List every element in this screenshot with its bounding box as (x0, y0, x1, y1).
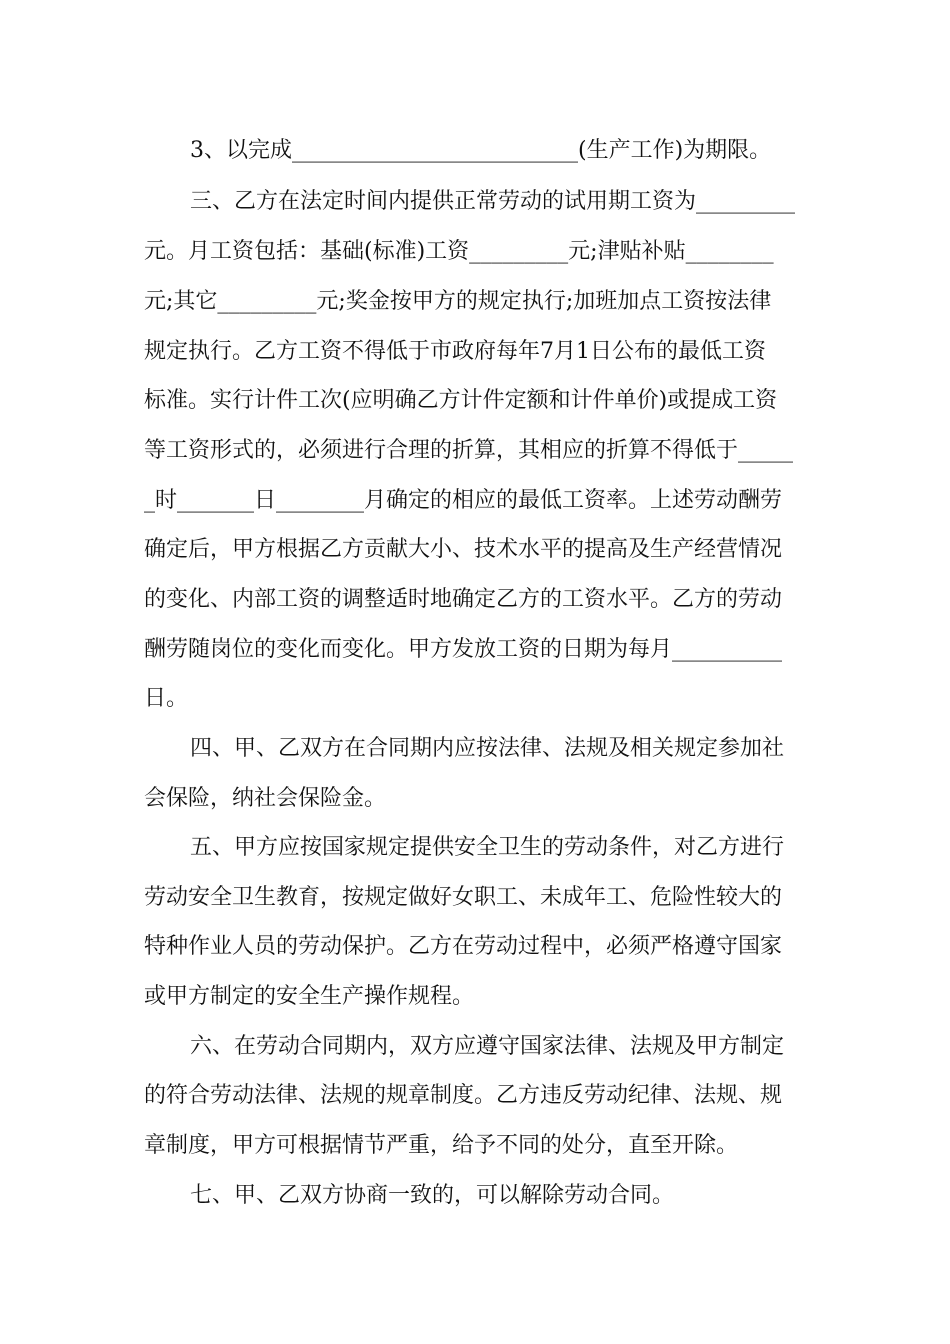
clause-san-line-8: 确定后，甲方根据乙方贡献大小、技术水平的提高及生产经营情况 (144, 537, 783, 562)
clause-qi-line-1: 七、甲、乙双方协商一致的，可以解除劳动合同。 (190, 1183, 675, 1208)
clause-san-line-10: 酬劳随岗位的变化而变化。甲方发放工资的日期为每月__________ (144, 637, 783, 662)
clause-wu-line-3: 特种作业人员的劳动保护。乙方在劳动过程中，必须严格遵守国家 (144, 934, 783, 959)
clause-wu-line-1: 五、甲方应按国家规定提供安全卫生的劳动条件，对乙方进行 (190, 835, 785, 860)
clause-san-line-7: _时_______日________月确定的相应的最低工资率。上述劳动酬劳 (144, 488, 783, 513)
clause-liu-line-3: 章制度，甲方可根据情节严重，给予不同的处分，直至开除。 (144, 1133, 739, 1158)
clause-san-line-5: 标准。实行计件工次(应明确乙方计件定额和计件单价)或提成工资 (144, 388, 778, 413)
clause-liu-line-2: 的符合劳动法律、法规的规章制度。乙方违反劳动纪律、法规、规 (144, 1083, 783, 1108)
clause-si-line-2: 会保险，纳社会保险金。 (144, 786, 387, 811)
clause-san-line-3: 元;其它_________元;奖金按甲方的规定执行;加班加点工资按法律 (144, 289, 772, 314)
clause-san-line-4: 规定执行。乙方工资不得低于市政府每年7月1日公布的最低工资 (144, 339, 766, 364)
clause-san-line-11: 日。 (144, 686, 189, 711)
clause-san-line-6: 等工资形式的，必须进行合理的折算，其相应的折算不得低于_____ (144, 438, 794, 463)
clause-liu-line-1: 六、在劳动合同期内，双方应遵守国家法律、法规及甲方制定 (190, 1034, 785, 1059)
clause-san-line-2: 元。月工资包括：基础(标准)工资_________元;津贴补贴________ (144, 239, 774, 264)
clause-3-line: 3、以完成__________________________(生产工作)为期限。 (190, 138, 772, 163)
clause-san-line-1: 三、乙方在法定时间内提供正常劳动的试用期工资为_________ (190, 189, 796, 214)
clause-san-line-9: 的变化、内部工资的调整适时地确定乙方的工资水平。乙方的劳动 (144, 587, 783, 612)
clause-wu-line-2: 劳动安全卫生教育，按规定做好女职工、未成年工、危险性较大的 (144, 885, 783, 910)
clause-wu-line-4: 或甲方制定的安全生产操作规程。 (144, 984, 475, 1009)
clause-si-line-1: 四、甲、乙双方在合同期内应按法律、法规及相关规定参加社 (190, 736, 785, 761)
